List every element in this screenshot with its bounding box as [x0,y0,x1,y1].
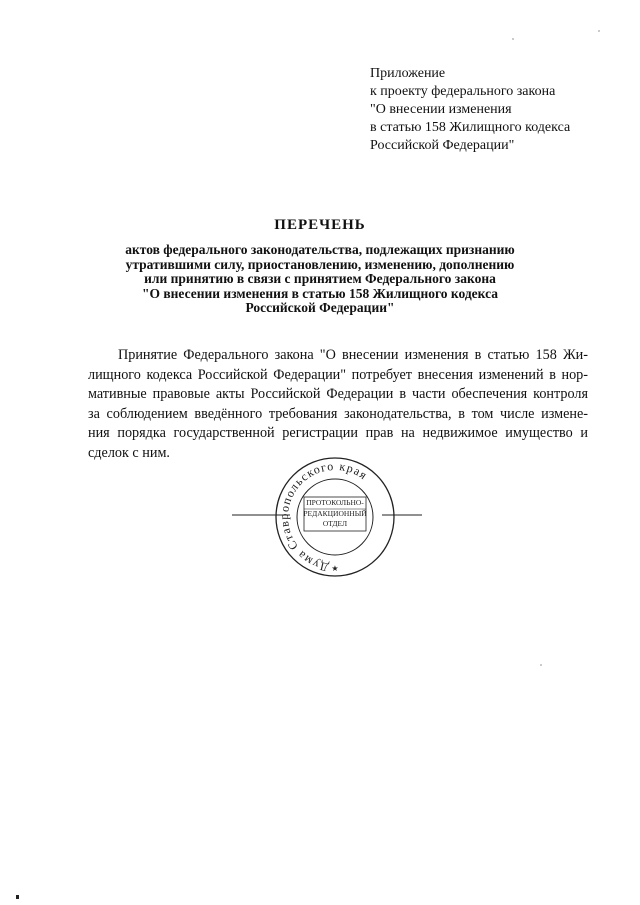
body-line: за соблюдением введённого требования законодательства, в том числе измене- [88,405,588,422]
appendix-line: Приложение [370,66,446,81]
body-line: Принятие Федерального закона "О внесении изменения в статью 158 Жи- [118,347,588,363]
body-paragraph [88,346,588,463]
subtitle-line: или принятию в связи с принятием Федерального закона [144,271,496,286]
appendix-line: "О внесении изменения [370,102,512,117]
scan-speck [512,38,514,40]
subtitle-line: актов федерального законодательства, подлежащих признанию [125,242,515,257]
body-line: мативные правовые акты Российской Федерации в части обеспечения контроля [88,386,588,402]
body-line: ния порядка государственной регистрации прав на недвижимое имущество и [88,425,588,441]
document-title: ПЕРЕЧЕНЬ [274,217,366,233]
document-subtitle [0,243,640,316]
appendix-line: к проекту федерального закона [370,84,556,99]
scan-mark [16,895,19,899]
scan-speck [598,30,600,32]
stamp-inner-line: РЕДАКЦИОННЫЙ [303,509,367,518]
subtitle-line: Российской Федерации" [245,300,395,315]
body-line: лищного кодекса Российской Федерации" потребует внесения изменений в нор- [88,366,588,383]
stamp-inner-line: ПРОТОКОЛЬНО- [306,498,364,507]
body-line: сделок с ним. [88,444,170,461]
appendix-line: в статью 158 Жилищного кодекса [370,120,571,135]
subtitle-line: "О внесении изменения в статью 158 Жилищного кодекса [141,285,499,301]
scan-speck [540,664,542,666]
appendix-line: Российской Федерации" [370,138,515,153]
appendix-block [370,65,632,155]
stamp-inner-line: ОТДЕЛ [322,519,348,528]
subtitle-line: утратившими силу, приостановлению, изменению, дополнению [125,256,515,272]
stamp-ring-text: Дума Ставропольского края [276,458,371,575]
stamp-star-icon: ★ [331,564,339,573]
official-stamp [232,453,422,578]
